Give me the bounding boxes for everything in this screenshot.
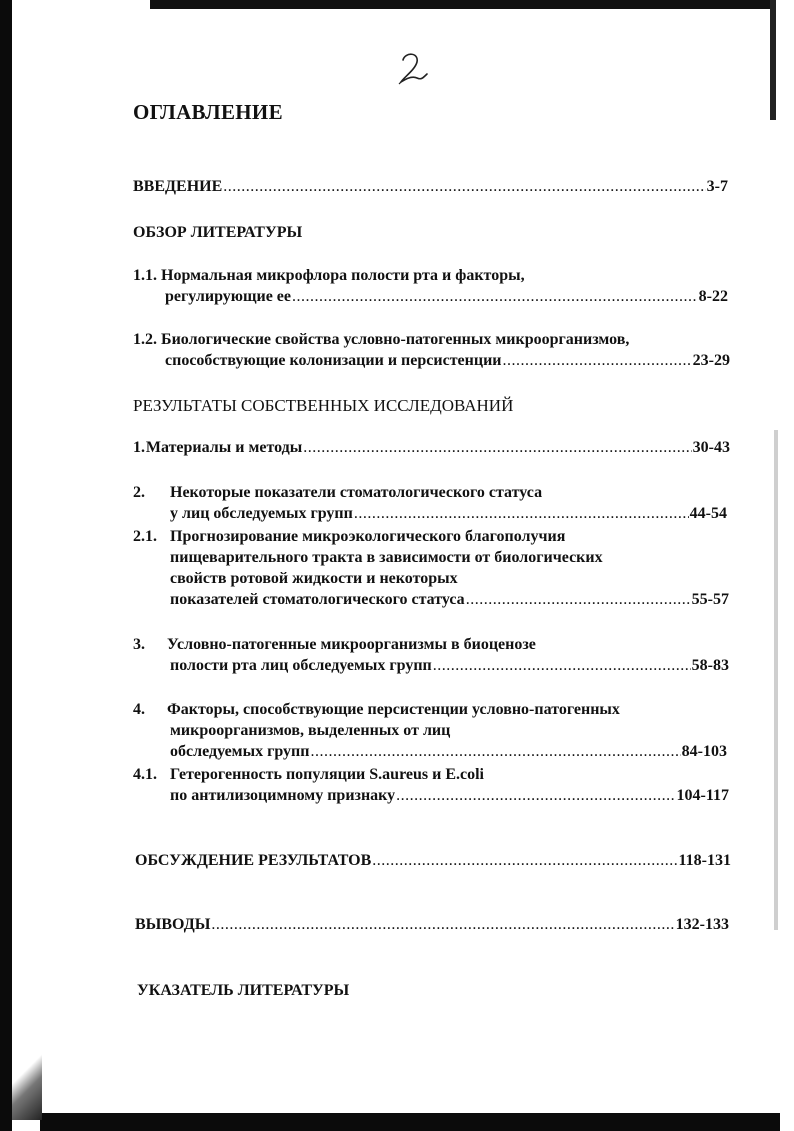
toc-entry-3[interactable] <box>133 634 729 676</box>
dot-leader <box>503 350 692 371</box>
scan-edge-right <box>770 0 776 120</box>
toc-entry-line: по антилизоцимному признаку <box>170 787 396 804</box>
section-heading-results: РЕЗУЛЬТАТЫ СОБСТВЕННЫХ ИССЛЕДОВАНИЙ <box>133 396 514 415</box>
toc-entry-line: 1.1. Нормальная микрофлора полости рта и факторы, <box>133 267 525 284</box>
dot-leader <box>372 850 677 871</box>
toc-entry-label: Материалы и методы <box>145 439 303 456</box>
toc-entry-number: 2. <box>133 484 145 501</box>
scan-edge-bottom <box>40 1113 780 1131</box>
toc-entry-line: Условно-патогенные микроорганизмы в биоценозе <box>167 636 536 653</box>
section-heading-references[interactable]: УКАЗАТЕЛЬ ЛИТЕРАТУРЫ <box>137 982 350 999</box>
toc-entry-number: 4. <box>133 701 145 718</box>
toc-title: ОГЛАВЛЕНИЕ <box>133 100 283 124</box>
toc-entry-line: Прогнозирование микроэкологического благополучия <box>170 528 566 545</box>
toc-entry-2-1[interactable] <box>133 526 729 610</box>
toc-entry-1-1[interactable] <box>133 265 728 307</box>
toc-entry-pages: 44-54 <box>689 505 727 522</box>
toc-entry-pages: 104-117 <box>676 787 729 804</box>
toc-entry-pages: 55-57 <box>691 591 729 608</box>
toc-entry-number: 3. <box>133 636 145 653</box>
toc-entry-pages: 118-131 <box>678 852 731 869</box>
toc-entry-discussion[interactable] <box>135 850 731 871</box>
dot-leader <box>310 741 680 762</box>
toc-entry-line: обследуемых групп <box>170 743 310 760</box>
toc-entry-line: микроорганизмов, выделенных от лиц <box>170 722 451 739</box>
dot-leader <box>211 914 674 935</box>
toc-entry-line: свойств ротовой жидкости и некоторых <box>170 570 458 587</box>
toc-entry-4-1[interactable] <box>133 764 729 806</box>
dot-leader <box>292 286 698 307</box>
toc-entry-conclusions[interactable] <box>135 914 729 935</box>
toc-entry-pages: 84-103 <box>681 743 727 760</box>
dot-leader <box>466 589 691 610</box>
toc-entry-line: пищеварительного тракта в зависимости от биологических <box>170 549 603 566</box>
scan-edge-right-faint <box>774 430 778 930</box>
section-heading-lit-review: ОБЗОР ЛИТЕРАТУРЫ <box>133 224 303 241</box>
toc-entry-label: ВЫВОДЫ <box>135 916 211 933</box>
toc-entry-number: 2.1. <box>133 528 157 545</box>
toc-entry-line: Некоторые показатели стоматологического статуса <box>170 484 543 501</box>
dot-leader <box>396 785 675 806</box>
scan-corner-smudge <box>12 1040 42 1120</box>
toc-entry-pages: 3-7 <box>706 178 728 195</box>
toc-entry-pages: 58-83 <box>691 657 729 674</box>
toc-entry-pages: 23-29 <box>692 352 730 369</box>
dot-leader <box>354 503 689 524</box>
toc-entry-pages: 30-43 <box>692 439 730 456</box>
toc-entry-pages: 132-133 <box>675 916 729 933</box>
dot-leader <box>223 176 705 197</box>
toc-entry-line: Факторы, способствующие персистенции условно-патогенных <box>167 701 620 718</box>
toc-entry-line: регулирующие ее <box>165 288 292 305</box>
scan-edge-top <box>150 0 770 9</box>
dot-leader <box>433 655 691 676</box>
toc-entry-line: Гетерогенность популяции S.aureus и E.coli <box>170 766 484 783</box>
toc-entry-number: 1. <box>133 439 145 456</box>
toc-entry-label: ОБСУЖДЕНИЕ РЕЗУЛЬТАТОВ <box>135 852 372 869</box>
toc-entry-intro[interactable] <box>133 176 728 197</box>
toc-entry-line: способствующие колонизации и персистенции <box>165 352 502 369</box>
toc-entry-1[interactable] <box>133 437 730 458</box>
toc-entry-number: 4.1. <box>133 766 157 783</box>
toc-entry-line: 1.2. Биологические свойства условно-патогенных микроорганизмов, <box>133 331 630 348</box>
toc-entry-label: ВВЕДЕНИЕ <box>133 178 223 195</box>
dot-leader <box>303 437 691 458</box>
scan-edge-left <box>0 0 12 1131</box>
toc-entry-2[interactable] <box>133 482 727 524</box>
toc-entry-line: показателей стоматологического статуса <box>170 591 465 608</box>
toc-entry-pages: 8-22 <box>698 288 728 305</box>
toc-entry-4[interactable] <box>133 699 727 762</box>
handwritten-page-number <box>393 48 433 88</box>
toc-entry-line: у лиц обследуемых групп <box>170 505 353 522</box>
toc-entry-line: полости рта лиц обследуемых групп <box>170 657 432 674</box>
toc-entry-1-2[interactable] <box>133 329 730 371</box>
